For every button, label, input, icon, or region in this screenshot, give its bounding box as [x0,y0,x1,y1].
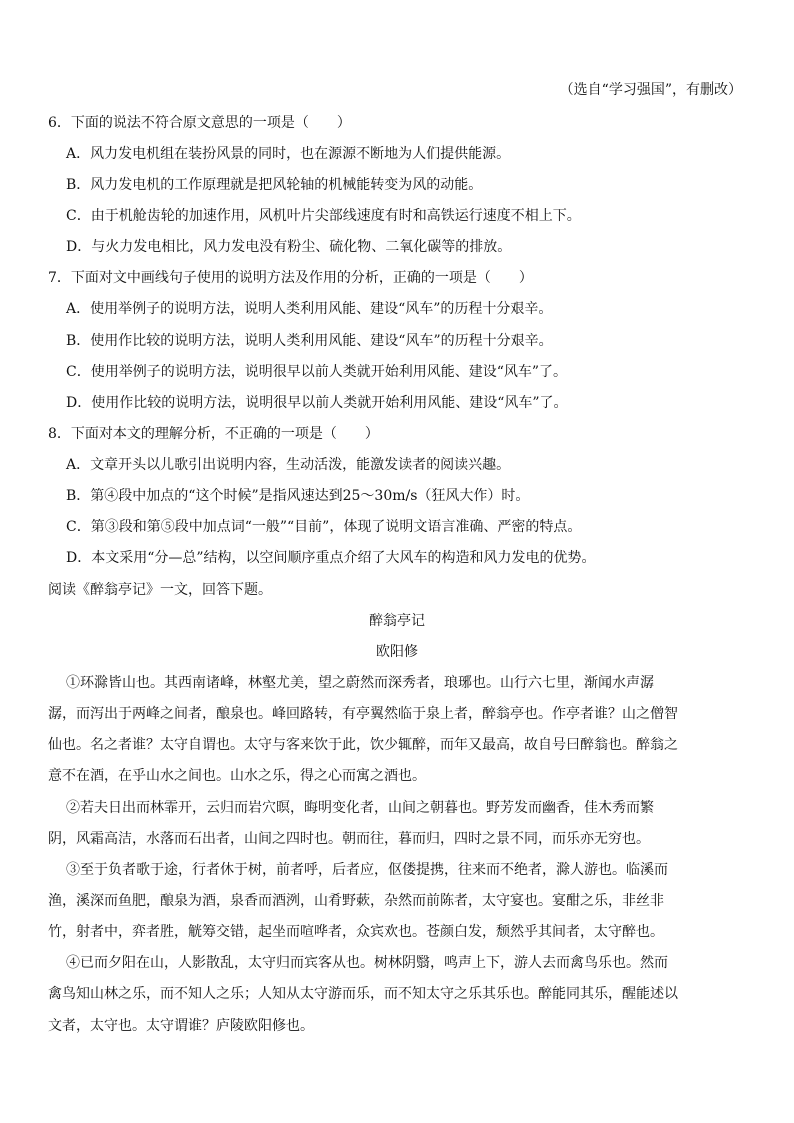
poem-line: 潺，而泻出于两峰之间者，酿泉也。峰回路转，有亭翼然临于泉上者，醉翁亭也。作亭者谁？山之僧智 [48,706,678,722]
reading-instruction: 阅读《醉翁亭记》一文，回答下题。 [48,582,272,598]
poem-title: 醉翁亭记 [369,613,425,629]
question-6-option-c: C．由于机舱齿轮的加速作用，风机叶片尖部线速度有时和高铁运行速度不相上下。 [66,208,581,224]
question-8-stem: 8．下面对本文的理解分析，不正确的一项是（ ） [48,426,379,442]
source-note: （选自“学习强国”，有删改） [559,82,742,98]
poem-line: 文者，太守也。太守谓谁？庐陵欧阳修也。 [48,1018,314,1034]
poem-line: 阴，风霜高洁，水落而石出者，山间之四时也。朝而往，暮而归，四时之景不同，而乐亦无穷也。 [48,831,650,847]
question-7-option-a: A．使用举例子的说明方法，说明人类利用风能、建设“风车”的历程十分艰辛。 [66,301,553,317]
poem-line: ③至于负者歌于途，行者休于树，前者呼，后者应，伛偻提携，往来而不绝者，滁人游也。临溪而 [66,862,668,878]
question-7-stem: 7．下面对文中画线句子使用的说明方法及作用的分析，正确的一项是（ ） [48,270,533,286]
poem-line: 渔，溪深而鱼肥，酿泉为酒，泉香而酒洌，山肴野蔌，杂然而前陈者，太守宴也。宴酣之乐，非丝非 [48,893,664,909]
question-6-option-d: D．与火力发电相比，风力发电没有粉尘、硫化物、二氧化碳等的排放。 [66,239,512,255]
poem-line: ④已而夕阳在山，人影散乱，太守归而宾客从也。树林阴翳，鸣声上下，游人去而禽鸟乐也。然而 [66,955,668,971]
poem-author: 欧阳修 [376,644,418,660]
poem-line: ①环滁皆山也。其西南诸峰，林壑尤美，望之蔚然而深秀者，琅琊也。山行六七里，渐闻水声潺 [66,675,654,691]
poem-line: 竹，射者中，弈者胜，觥筹交错，起坐而喧哗者，众宾欢也。苍颜白发，颓然乎其间者，太守醉也。 [48,924,664,940]
question-8-option-b: B．第④段中加点的“这个时候”是指风速达到25～30m/s（狂风大作）时。 [66,488,530,504]
question-7-option-d: D．使用作比较的说明方法，说明很早以前人类就开始利用风能、建设“风车”了。 [66,395,568,411]
poem-line: 禽鸟知山林之乐，而不知人之乐；人知从太守游而乐，而不知太守之乐其乐也。醉能同其乐，醒能述以 [48,986,678,1002]
question-7-option-c: C．使用举例子的说明方法，说明很早以前人类就开始利用风能、建设“风车”了。 [66,364,568,380]
question-6-option-b: B．风力发电机的工作原理就是把风轮轴的机械能转变为风的动能。 [66,177,483,193]
poem-line: 意不在酒，在乎山水之间也。山水之乐，得之心而寓之酒也。 [48,768,426,784]
question-8-option-d: D．本文采用“分—总”结构，以空间顺序重点介绍了大风车的构造和风力发电的优势。 [66,550,596,566]
question-8-option-a: A．文章开头以儿歌引出说明内容，生动活泼，能激发读者的阅读兴趣。 [66,457,511,473]
poem-line: 仙也。名之者谁？太守自谓也。太守与客来饮于此，饮少辄醉，而年又最高，故自号曰醉翁也。醉翁之 [48,737,678,753]
poem-line: ②若夫日出而林霏开，云归而岩穴暝，晦明变化者，山间之朝暮也。野芳发而幽香，佳木秀而繁 [66,800,654,816]
question-6-option-a: A．风力发电机组在装扮风景的同时，也在源源不断地为人们提供能源。 [66,146,511,162]
question-8-option-c: C．第③段和第⑤段中加点词“一般”“目前”，体现了说明文语言准确、严密的特点。 [66,519,582,535]
question-7-option-b: B．使用作比较的说明方法，说明人类利用风能、建设“风车”的历程十分艰辛。 [66,333,553,349]
question-6-stem: 6．下面的说法不符合原文意思的一项是（ ） [48,115,351,131]
